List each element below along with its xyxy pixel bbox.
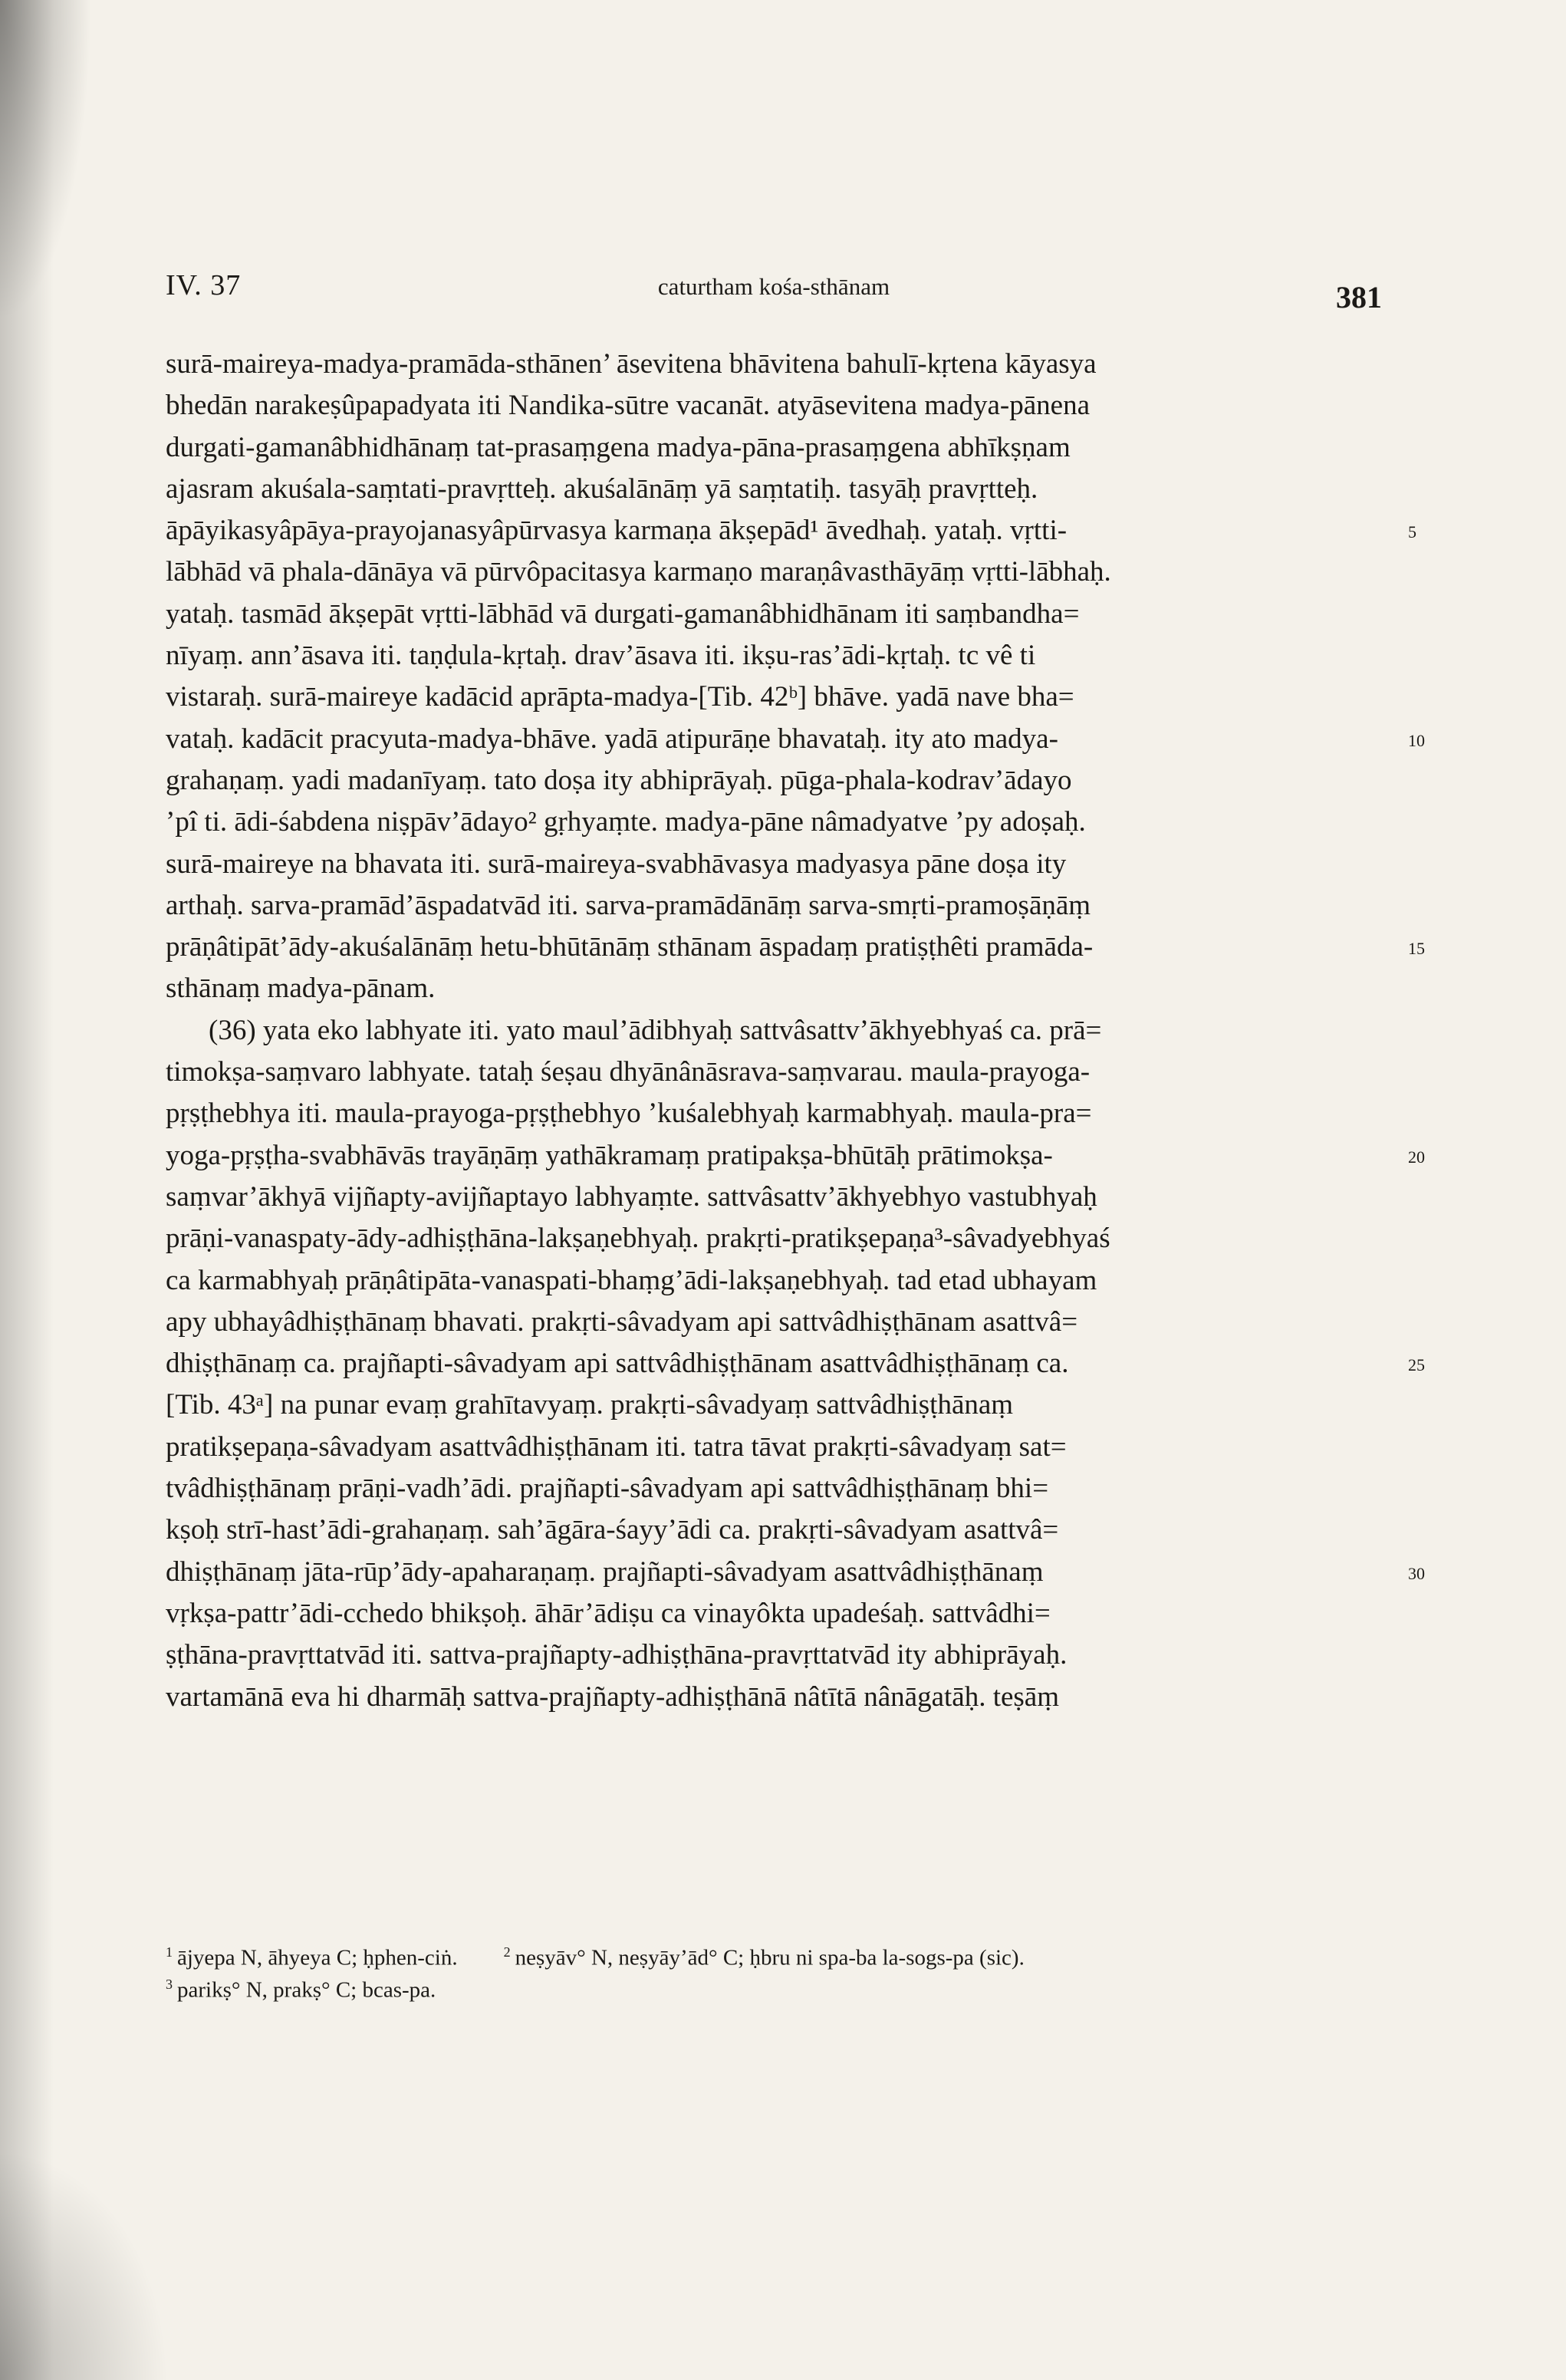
text-line: dhiṣṭhānaṃ jāta-rūp’ādy-apaharaṇaṃ. prajñapti-sâvadyam asattvâdhiṣṭhānaṃ	[166, 1555, 1044, 1588]
text-line: dhiṣṭhānaṃ ca. prajñapti-sâvadyam api sattvâdhiṣṭhānam asattvâdhiṣṭhānaṃ ca.	[166, 1348, 1069, 1380]
text-line: bhedān narakeṣûpapadyata iti Nandika-sūtre vacanāt. atyāsevitena madya-pānena	[166, 390, 1091, 422]
text-line: tvâdhiṣṭhānaṃ prāṇi-vadh’ādi. prajñapti-sâvadyam api sattvâdhiṣṭhānaṃ bhi=	[166, 1473, 1049, 1505]
text-line: surā-maireye na bhavata iti. surā-maireya-svabhāvasya madyasya pāne doṣa ity	[166, 848, 1067, 880]
footnote-mark: 1	[166, 1944, 173, 1960]
running-header	[166, 261, 1382, 322]
text-line: arthaḥ. sarva-pramād’āspadatvād iti. sarva-pramādānāṃ sarva-smṛti-pramoṣāṇāṃ	[166, 889, 1091, 921]
text-line: lābhād vā phala-dānāya vā pūrvôpacitasya karmaṇo maraṇâvasthāyāṃ vṛtti-lābhaḥ.	[166, 556, 1111, 588]
footnote-text: ājyepa N, āhyeya C; ḥphen-ciṅ.	[177, 1945, 458, 1970]
text-line: yoga-pṛṣṭha-svabhāvās trayāṇāṃ yathākramaṃ pratipakṣa-bhūtāḥ prātimokṣa-	[166, 1139, 1053, 1171]
text-line: vistaraḥ. surā-maireye kadācid aprāpta-madya-[Tib. 42ᵇ] bhāve. yadā nave bha=	[166, 681, 1074, 713]
margin-line-number: 5	[1408, 522, 1416, 542]
footnote	[166, 1968, 436, 2006]
text-line: ’pî ti. ādi-śabdena niṣpāv’ādayo² gṛhyaṃte. madya-pāne nâmadyatve ’py adoṣaḥ.	[166, 806, 1086, 838]
margin-line-number: 15	[1408, 939, 1425, 959]
page-bottom-shadow	[0, 2150, 169, 2380]
text-line: kṣoḥ strī-hast’ādi-grahaṇaṃ. sah’āgāra-śayy’ādi ca. prakṛti-sâvadyam asattvâ=	[166, 1514, 1059, 1546]
running-title: caturtham kośa-sthānam	[657, 273, 890, 300]
text-line: prāṇi-vanaspaty-ādy-adhiṣṭhāna-lakṣaṇebhyaḥ. prakṛti-pratikṣepaṇa³-sâvadyebhyaś	[166, 1223, 1110, 1255]
main-text	[166, 344, 1382, 1718]
margin-line-number: 10	[1408, 730, 1425, 750]
text-line: surā-maireya-madya-pramāda-sthānen’ āsevitena bhāvitena bahulī-kṛtena kāyasya	[166, 348, 1097, 380]
text-line: (36) yata eko labhyate iti. yato maul’ādibhyaḥ sattvâsattv’ākhyebhyaś ca. prā=	[209, 1014, 1102, 1046]
text-line: saṃvar’ākhyā vijñapty-avijñaptayo labhyaṃte. sattvâsattv’ākhyebhyo vastubhyaḥ	[166, 1180, 1097, 1213]
footnote-text: neṣyāv° N, neṣyāy’ād° C; ḥbru ni spa-ba la-sogs-pa (sic).	[515, 1945, 1025, 1970]
page-number: 381	[1336, 280, 1382, 314]
text-line: vṛkṣa-pattr’ādi-cchedo bhikṣoḥ. āhār’ādiṣu ca vinayôkta upadeśaḥ. sattvâdhi=	[166, 1597, 1051, 1629]
text-line: durgati-gamanâbhidhānaṃ tat-prasaṃgena madya-pāna-prasaṃgena abhīkṣṇam	[166, 431, 1071, 463]
text-line: nīyaṃ. ann’āsava iti. taṇḍula-kṛtaḥ. drav’āsava iti. ikṣu-ras’ādi-kṛtaḥ. tc vê ti	[166, 640, 1036, 672]
footnote	[504, 1936, 1025, 1974]
margin-line-number: 30	[1408, 1563, 1425, 1583]
margin-line-number: 25	[1408, 1355, 1425, 1375]
footnote-mark: 2	[503, 1944, 511, 1960]
text-line: vataḥ. kadācit pracyuta-madya-bhāve. yadā atipurāṇe bhavataḥ. ity ato madya-	[166, 723, 1058, 755]
text-line: pratikṣepaṇa-sâvadyam asattvâdhiṣṭhānam iti. tatra tāvat prakṛti-sâvadyaṃ sat=	[166, 1430, 1067, 1463]
text-line: grahaṇaṃ. yadi madanīyaṃ. tato doṣa ity abhiprāyaḥ. pūga-phala-kodrav’ādayo	[166, 764, 1072, 796]
text-line: [Tib. 43ᵃ] na punar evaṃ grahītavyaṃ. prakṛti-sâvadyaṃ sattvâdhiṣṭhānaṃ	[166, 1389, 1014, 1421]
text-line: sthānaṃ madya-pānam.	[166, 973, 436, 1005]
text-line: yataḥ. tasmād ākṣepāt vṛtti-lābhād vā durgati-gamanâbhidhānam iti saṃbandha=	[166, 597, 1080, 630]
section-number: IV. 37	[166, 269, 242, 301]
footnote-mark: 3	[166, 1977, 173, 1992]
page-edge-shadow	[0, 0, 54, 2380]
text-line: timokṣa-saṃvaro labhyate. tataḥ śeṣau dhyānânāsrava-saṃvarau. maula-prayoga-	[166, 1056, 1091, 1088]
footnote-text: parikṣ° N, prakṣ° C; bcas-pa.	[177, 1977, 436, 2003]
text-line: apy ubhayâdhiṣṭhānaṃ bhavati. prakṛti-sâvadyam api sattvâdhiṣṭhānam asattvâ=	[166, 1305, 1078, 1338]
text-line: vartamānā eva hi dharmāḥ sattva-prajñapty-adhiṣṭhānā nâtītā nânāgatāḥ. teṣāṃ	[166, 1680, 1059, 1713]
page-corner-shadow	[0, 0, 92, 322]
text-line: ṣṭhāna-pravṛttatvād iti. sattva-prajñapty-adhiṣṭhāna-pravṛttatvād ity abhiprāyaḥ.	[166, 1639, 1068, 1671]
margin-line-number: 20	[1408, 1147, 1425, 1167]
footnote-line	[166, 1936, 1393, 1968]
footnotes	[166, 1936, 1393, 2003]
text-line: ajasram akuśala-saṃtati-pravṛtteḥ. akuśalānāṃ yā saṃtatiḥ. tasyāḥ pravṛtteḥ.	[166, 472, 1038, 505]
text-line: prāṇâtipāt’ādy-akuśalānāṃ hetu-bhūtānāṃ sthānam āspadaṃ pratiṣṭhêti pramāda-	[166, 931, 1094, 963]
text-line: pṛṣṭhebhya iti. maula-prayoga-pṛṣṭhebhyo ’kuśalebhyaḥ karmabhyaḥ. maula-pra=	[166, 1098, 1092, 1130]
text-line: ca karmabhyaḥ prāṇâtipāta-vanaspati-bhaṃg’ādi-lakṣaṇebhyaḥ. tad etad ubhayam	[166, 1264, 1097, 1296]
text-line: āpāyikasyâpāya-prayojanasyâpūrvasya karmaṇa ākṣepād¹ āvedhaḥ. yataḥ. vṛtti-	[166, 515, 1068, 547]
